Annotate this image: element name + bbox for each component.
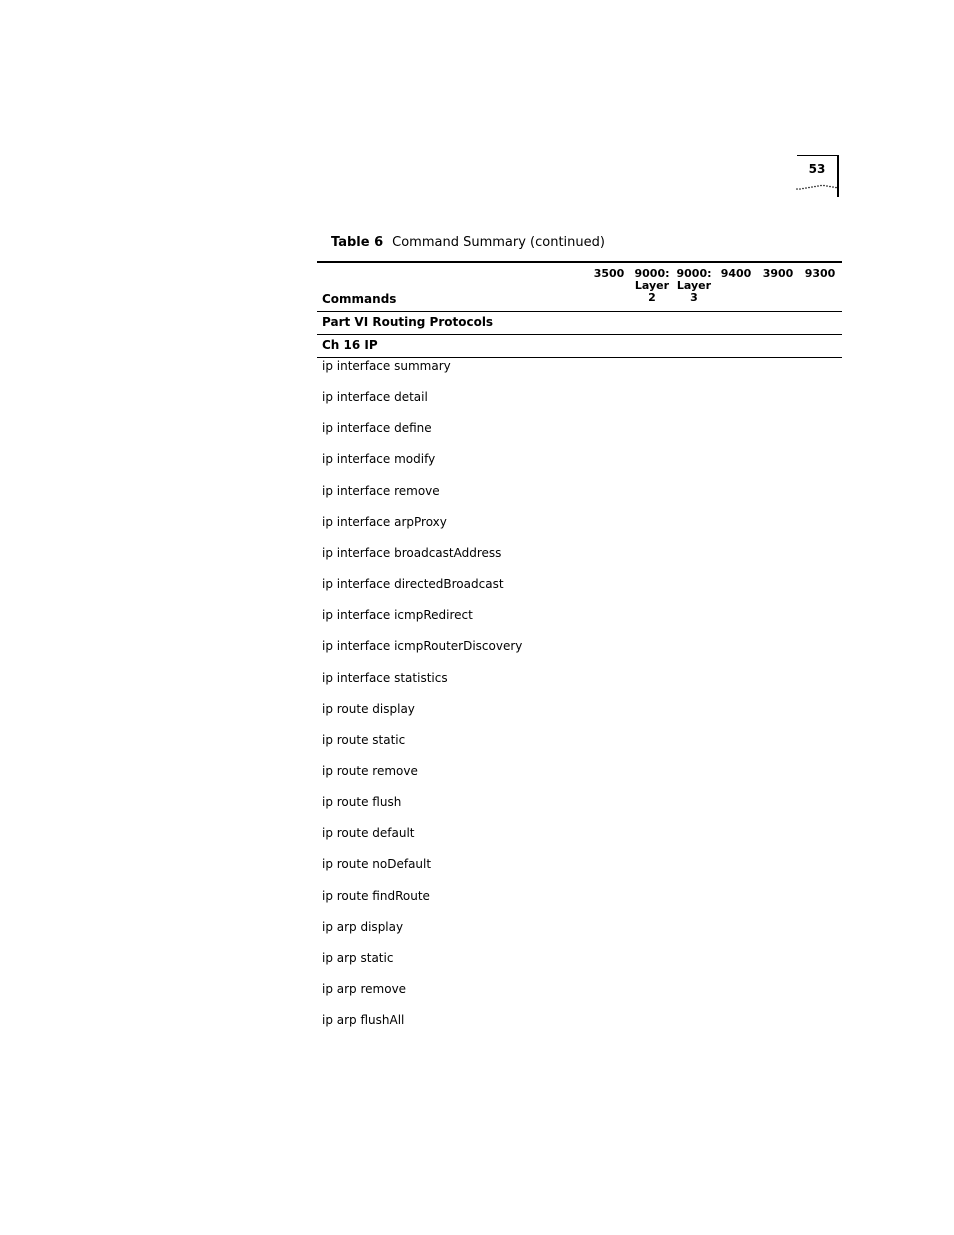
section-part-vi: Part VI Routing Protocols <box>322 315 494 329</box>
command-row: ip route default <box>322 826 415 840</box>
command-row: ip interface arpProxy <box>322 515 447 529</box>
table-caption: Command Summary (continued) <box>392 235 605 250</box>
command-row: ip arp display <box>322 920 404 934</box>
command-row: ip route remove <box>322 764 418 778</box>
header-commands: Commands <box>322 292 397 306</box>
command-row: ip interface modify <box>322 452 436 466</box>
command-row: ip route findRoute <box>322 889 430 903</box>
command-row: ip route display <box>322 702 415 716</box>
header-col-3900: 3900 <box>762 267 794 280</box>
command-row: ip interface detail <box>322 390 428 404</box>
command-row: ip interface broadcastAddress <box>322 546 502 560</box>
command-row: ip interface define <box>322 421 432 435</box>
table-title <box>331 235 605 250</box>
header-col-3500: 3500 <box>593 267 625 280</box>
command-row: ip route static <box>322 733 406 747</box>
command-row: ip arp static <box>322 951 394 965</box>
decorative-dots-icon <box>795 180 839 192</box>
command-row: ip arp flushAll <box>322 1013 405 1027</box>
command-row: ip interface icmpRedirect <box>322 608 473 622</box>
command-row: ip route flush <box>322 795 402 809</box>
command-table <box>317 261 842 1027</box>
table-header <box>317 263 842 311</box>
command-row: ip route noDefault <box>322 857 432 871</box>
header-col-9400: 9400 <box>720 267 752 280</box>
header-col-9000-layer2: 9000: Layer 2 <box>634 267 670 304</box>
command-row: ip interface summary <box>322 359 451 373</box>
command-row: ip interface icmpRouterDiscovery <box>322 639 523 653</box>
command-row: ip interface remove <box>322 484 440 498</box>
command-row: ip arp remove <box>322 982 407 996</box>
table-label: Table 6 <box>331 235 384 250</box>
section-ch16-ip: Ch 16 IP <box>322 338 378 352</box>
command-row: ip interface directedBroadcast <box>322 577 504 591</box>
header-col-9000-layer3: 9000: Layer 3 <box>676 267 712 304</box>
page-corner-top-rule <box>797 155 839 156</box>
header-col-9300: 9300 <box>804 267 836 280</box>
page-number: 53 <box>808 162 826 176</box>
command-row: ip interface statistics <box>322 671 448 685</box>
